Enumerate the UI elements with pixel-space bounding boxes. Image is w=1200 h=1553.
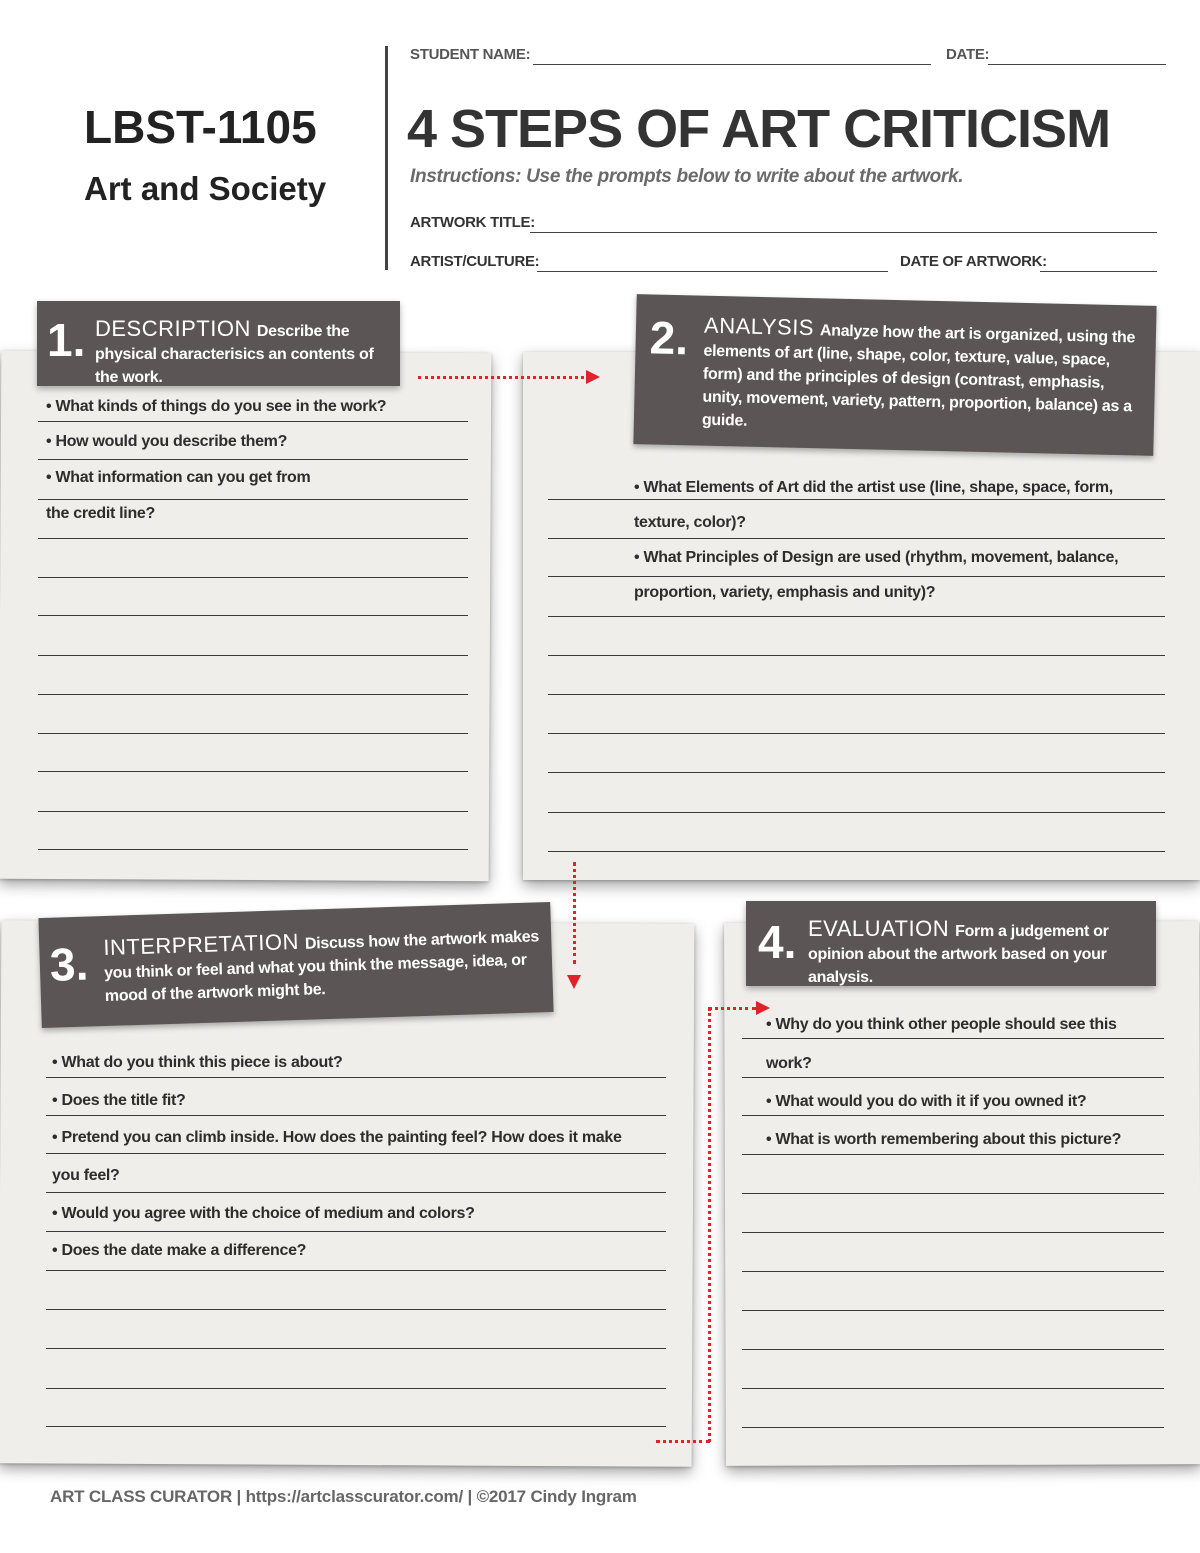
analysis-banner bbox=[633, 294, 1156, 456]
date-of-artwork-field[interactable] bbox=[1040, 271, 1157, 272]
writing-line[interactable] bbox=[46, 1115, 666, 1116]
writing-line[interactable] bbox=[46, 1270, 666, 1271]
flow-arrow-2-3 bbox=[573, 862, 576, 964]
description-card bbox=[0, 351, 491, 882]
evaluation-banner bbox=[746, 901, 1156, 986]
writing-line[interactable] bbox=[46, 1192, 666, 1193]
writing-line[interactable] bbox=[46, 1388, 666, 1389]
writing-line[interactable] bbox=[38, 421, 468, 422]
writing-line[interactable] bbox=[548, 655, 1165, 656]
writing-line[interactable] bbox=[548, 772, 1165, 773]
interpretation-banner bbox=[38, 902, 553, 1028]
page-title: 4 STEPS OF ART CRITICISM bbox=[407, 99, 1111, 159]
flow-arrow-3-4 bbox=[708, 1008, 711, 1442]
writing-line[interactable] bbox=[742, 1349, 1164, 1350]
writing-line[interactable] bbox=[742, 1232, 1164, 1233]
prompt-text: proportion, variety, emphasis and unity)? bbox=[634, 584, 936, 601]
step-description: Discuss how the artwork makes you think or feel and what you think the message, idea, or mood of the artwork might be. bbox=[103, 928, 540, 1006]
step-number: 4. bbox=[758, 916, 797, 968]
prompt-text: • Does the title fit? bbox=[52, 1092, 186, 1109]
writing-line[interactable] bbox=[548, 851, 1165, 852]
step-heading: INTERPRETATION bbox=[102, 928, 300, 961]
artist-culture-label: ARTIST/CULTURE: bbox=[410, 253, 540, 270]
prompt-text: • Why do you think other people should see this bbox=[766, 1016, 1117, 1033]
writing-line[interactable] bbox=[548, 733, 1165, 734]
writing-line[interactable] bbox=[46, 1426, 666, 1427]
writing-line[interactable] bbox=[38, 771, 468, 772]
step-number: 3. bbox=[49, 937, 90, 991]
writing-line[interactable] bbox=[742, 1115, 1164, 1116]
date-of-artwork-label: DATE OF ARTWORK: bbox=[900, 253, 1047, 270]
step-description: Analyze how the art is organized, using the elements of art (line, shape, color, texture, value, space, form) and the principles of design (contrast, emphasis, unity, movement, variety, pattern, proportion, balance) as a guide. bbox=[701, 322, 1136, 430]
arrow-down-icon bbox=[567, 975, 581, 989]
step-heading: DESCRIPTION bbox=[95, 316, 251, 341]
writing-line[interactable] bbox=[742, 1388, 1164, 1389]
prompt-text: work? bbox=[766, 1055, 812, 1072]
writing-line[interactable] bbox=[742, 1077, 1164, 1078]
writing-line[interactable] bbox=[38, 615, 468, 616]
instructions: Instructions: Use the prompts below to write about the artwork. bbox=[410, 166, 964, 187]
step-number: 1. bbox=[47, 314, 86, 366]
header-divider bbox=[385, 46, 388, 270]
writing-line[interactable] bbox=[38, 694, 468, 695]
prompt-text: • Would you agree with the choice of medium and colors? bbox=[52, 1205, 475, 1222]
writing-line[interactable] bbox=[38, 499, 468, 500]
date-label: DATE: bbox=[946, 46, 990, 63]
prompt-text: • What is worth remembering about this picture? bbox=[766, 1131, 1122, 1148]
course-name: Art and Society bbox=[84, 170, 327, 207]
prompt-text: • What do you think this piece is about? bbox=[52, 1054, 343, 1071]
prompt-text: • What information can you get from bbox=[46, 469, 311, 486]
prompt-text: you feel? bbox=[52, 1167, 120, 1184]
writing-line[interactable] bbox=[548, 812, 1165, 813]
writing-line[interactable] bbox=[742, 1193, 1164, 1194]
student-name-label: STUDENT NAME: bbox=[410, 46, 531, 63]
prompt-text: • What Elements of Art did the artist use (line, shape, space, form, bbox=[634, 479, 1113, 496]
prompt-text: • How would you describe them? bbox=[46, 433, 288, 450]
arrow-right-icon bbox=[756, 1001, 770, 1015]
writing-line[interactable] bbox=[46, 1077, 666, 1078]
description-banner bbox=[37, 301, 400, 386]
step-heading: ANALYSIS bbox=[703, 312, 815, 341]
writing-line[interactable] bbox=[46, 1309, 666, 1310]
course-code: LBST-1105 bbox=[84, 101, 317, 153]
writing-line[interactable] bbox=[38, 459, 468, 460]
writing-line[interactable] bbox=[548, 616, 1165, 617]
arrow-right-icon bbox=[586, 370, 600, 384]
writing-line[interactable] bbox=[742, 1310, 1164, 1311]
writing-line[interactable] bbox=[742, 1038, 1164, 1039]
writing-line[interactable] bbox=[548, 576, 1165, 577]
writing-line[interactable] bbox=[548, 538, 1165, 539]
student-name-field[interactable] bbox=[533, 64, 931, 65]
date-field[interactable] bbox=[988, 64, 1166, 65]
step-description: Form a judgement or opinion about the artwork based on your analysis. bbox=[808, 923, 1109, 986]
writing-line[interactable] bbox=[548, 694, 1165, 695]
prompt-text: • What Principles of Design are used (rhythm, movement, balance, bbox=[634, 549, 1119, 566]
prompt-text: • Pretend you can climb inside. How does the painting feel? How does it make bbox=[52, 1129, 622, 1146]
writing-line[interactable] bbox=[548, 499, 1165, 500]
flow-arrow-3-4-top bbox=[708, 1007, 756, 1010]
writing-line[interactable] bbox=[46, 1348, 666, 1349]
writing-line[interactable] bbox=[38, 733, 468, 734]
step-description: Describe the physical characterisics an contents of the work. bbox=[95, 323, 374, 386]
prompt-text: • Does the date make a difference? bbox=[52, 1242, 307, 1259]
step-heading: EVALUATION bbox=[808, 916, 950, 941]
artwork-title-label: ARTWORK TITLE: bbox=[410, 214, 535, 231]
writing-line[interactable] bbox=[38, 811, 468, 812]
writing-line[interactable] bbox=[38, 655, 468, 656]
writing-line[interactable] bbox=[742, 1154, 1164, 1155]
flow-arrow-3-4-bottom bbox=[656, 1440, 710, 1443]
artist-culture-field[interactable] bbox=[537, 271, 888, 272]
writing-line[interactable] bbox=[742, 1427, 1164, 1428]
writing-line[interactable] bbox=[38, 849, 468, 850]
writing-line[interactable] bbox=[46, 1231, 666, 1232]
prompt-text: the credit line? bbox=[46, 505, 155, 522]
artwork-title-field[interactable] bbox=[530, 232, 1157, 233]
writing-line[interactable] bbox=[38, 577, 468, 578]
footer: ART CLASS CURATOR | https://artclasscurator.com/ | ©2017 Cindy Ingram bbox=[50, 1487, 637, 1506]
step-number: 2. bbox=[649, 311, 689, 365]
writing-line[interactable] bbox=[46, 1153, 666, 1154]
writing-line[interactable] bbox=[742, 1271, 1164, 1272]
flow-arrow-1-2 bbox=[418, 376, 584, 379]
prompt-text: • What kinds of things do you see in the work? bbox=[46, 398, 387, 415]
prompt-text: • What would you do with it if you owned it? bbox=[766, 1093, 1087, 1110]
writing-line[interactable] bbox=[38, 538, 468, 539]
prompt-text: texture, color)? bbox=[634, 514, 746, 531]
